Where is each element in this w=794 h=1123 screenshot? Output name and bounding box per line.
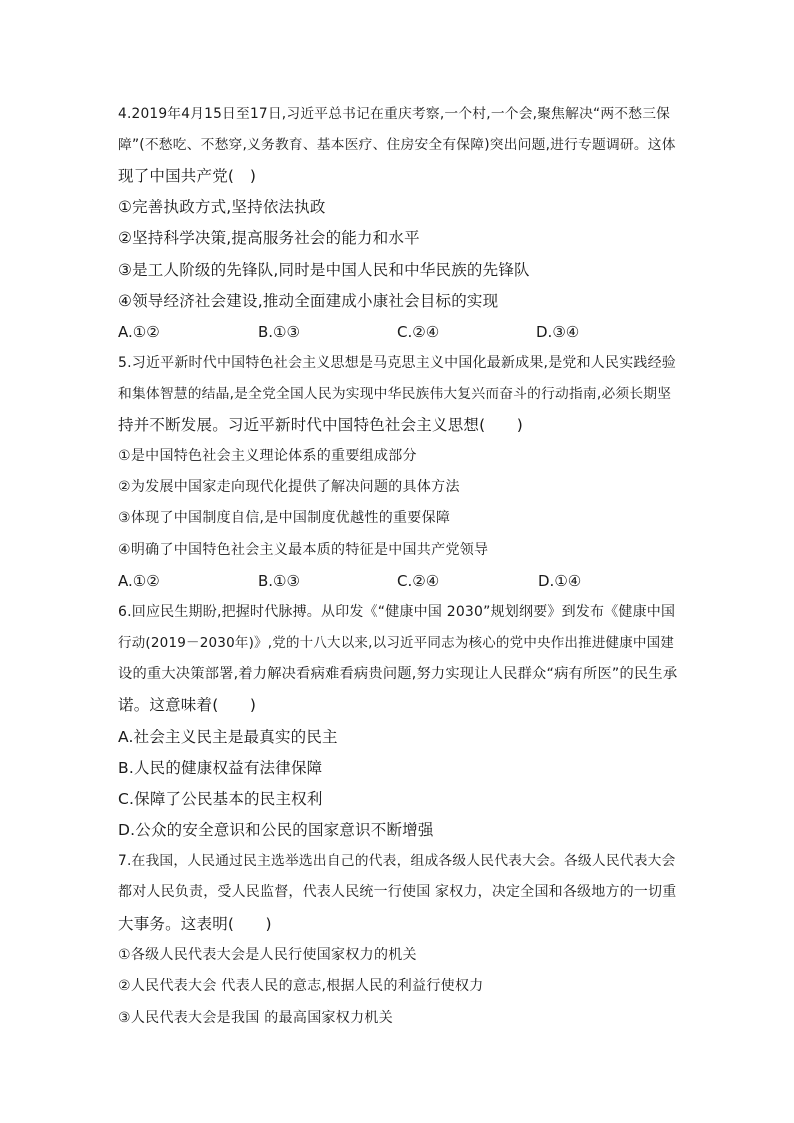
q5-option-2: ②为发展中国家走向现代化提供了解决问题的具体方法 bbox=[118, 479, 460, 495]
q5-stem-line-2: 和集体智慧的结晶,是全党全国人民为实现中华民族伟大复兴而奋斗的行动指南,必须长期坚 bbox=[118, 386, 672, 402]
q5-stem-line-3: 持并不断发展。习近平新时代中国特色社会主义思想( ) bbox=[118, 416, 523, 434]
q7-option-2: ②人民代表大会 代表人民的意志,根据人民的利益行使权力 bbox=[118, 978, 484, 994]
q6-option-a: A.社会主义民主是最真实的民主 bbox=[118, 728, 338, 746]
q5-choice-d: D.①④ bbox=[538, 572, 582, 590]
q7-option-3: ③人民代表大会是我国 的最高国家权力机关 bbox=[118, 1010, 393, 1026]
q6-option-c: C.保障了公民基本的民主权利 bbox=[118, 790, 323, 808]
q4-stem-line-1: 4.2019年4月15日至17日,习近平总书记在重庆考察,一个村,一个会,聚焦解决“两不愁三保 bbox=[118, 106, 671, 122]
q4-stem-line-2: 障”(不愁吃、不愁穿,义务教育、基本医疗、住房安全有保障)突出问题,进行专题调研。这体 bbox=[118, 137, 676, 153]
q4-choice-b: B.①③ bbox=[258, 323, 300, 341]
q4-choice-d: D.③④ bbox=[536, 323, 580, 341]
q7-stem-line-2: 都对人民负责，受人民监督，代表人民统一行使国 家权力，决定全国和各级地方的一切重 bbox=[118, 884, 677, 900]
q7-option-1: ①各级人民代表大会是人民行使国家权力的机关 bbox=[118, 947, 417, 963]
q6-stem-line-4: 诺。这意味着( ) bbox=[118, 696, 257, 714]
q6-option-b: B.人民的健康权益有法律保障 bbox=[118, 759, 323, 777]
q7-stem-line-3: 大事务。这表明( ) bbox=[118, 915, 272, 933]
q5-stem-line-1: 5.习近平新时代中国特色社会主义思想是马克思主义中国化最新成果,是党和人民实践经验 bbox=[118, 355, 677, 371]
q5-choice-c: C.②④ bbox=[397, 572, 440, 590]
q5-option-4: ④明确了中国特色社会主义最本质的特征是中国共产党领导 bbox=[118, 542, 489, 558]
q4-option-1: ①完善执政方式,坚持依法执政 bbox=[118, 198, 326, 216]
q6-stem-line-1: 6.回应民生期盼,把握时代脉搏。从印发《“健康中国 2030”规划纲要》到发布《健康中国 bbox=[118, 604, 676, 620]
q5-choice-a: A.①② bbox=[118, 572, 160, 590]
q4-choice-a: A.①② bbox=[118, 323, 160, 341]
q6-stem-line-2: 行动(2019－2030年)》,党的十八大以来,以习近平同志为核心的党中央作出推进健康中国建 bbox=[118, 635, 675, 651]
q5-option-3: ③体现了中国制度自信,是中国制度优越性的重要保障 bbox=[118, 510, 451, 526]
q6-stem-line-3: 设的重大决策部署,着力解决看病难看病贵问题,努力实现让人民群众“病有所医”的民生承 bbox=[118, 666, 678, 682]
q6-option-d: D.公众的安全意识和公民的国家意识不断增强 bbox=[118, 821, 434, 839]
q4-stem-line-3: 现了中国共产党( ) bbox=[118, 167, 257, 185]
q4-option-4: ④领导经济社会建设,推动全面建成小康社会目标的实现 bbox=[118, 292, 499, 310]
q4-option-3: ③是工人阶级的先锋队,同时是中国人民和中华民族的先锋队 bbox=[118, 261, 530, 279]
q5-choice-b: B.①③ bbox=[258, 572, 300, 590]
q5-option-1: ①是中国特色社会主义理论体系的重要组成部分 bbox=[118, 448, 417, 464]
q4-choice-c: C.②④ bbox=[397, 323, 440, 341]
q4-option-2: ②坚持科学决策,提高服务社会的能力和水平 bbox=[118, 229, 420, 247]
q7-stem-line-1: 7.在我国，人民通过民主选举选出自己的代表，组成各级人民代表大会。各级人民代表大会 bbox=[118, 853, 676, 869]
